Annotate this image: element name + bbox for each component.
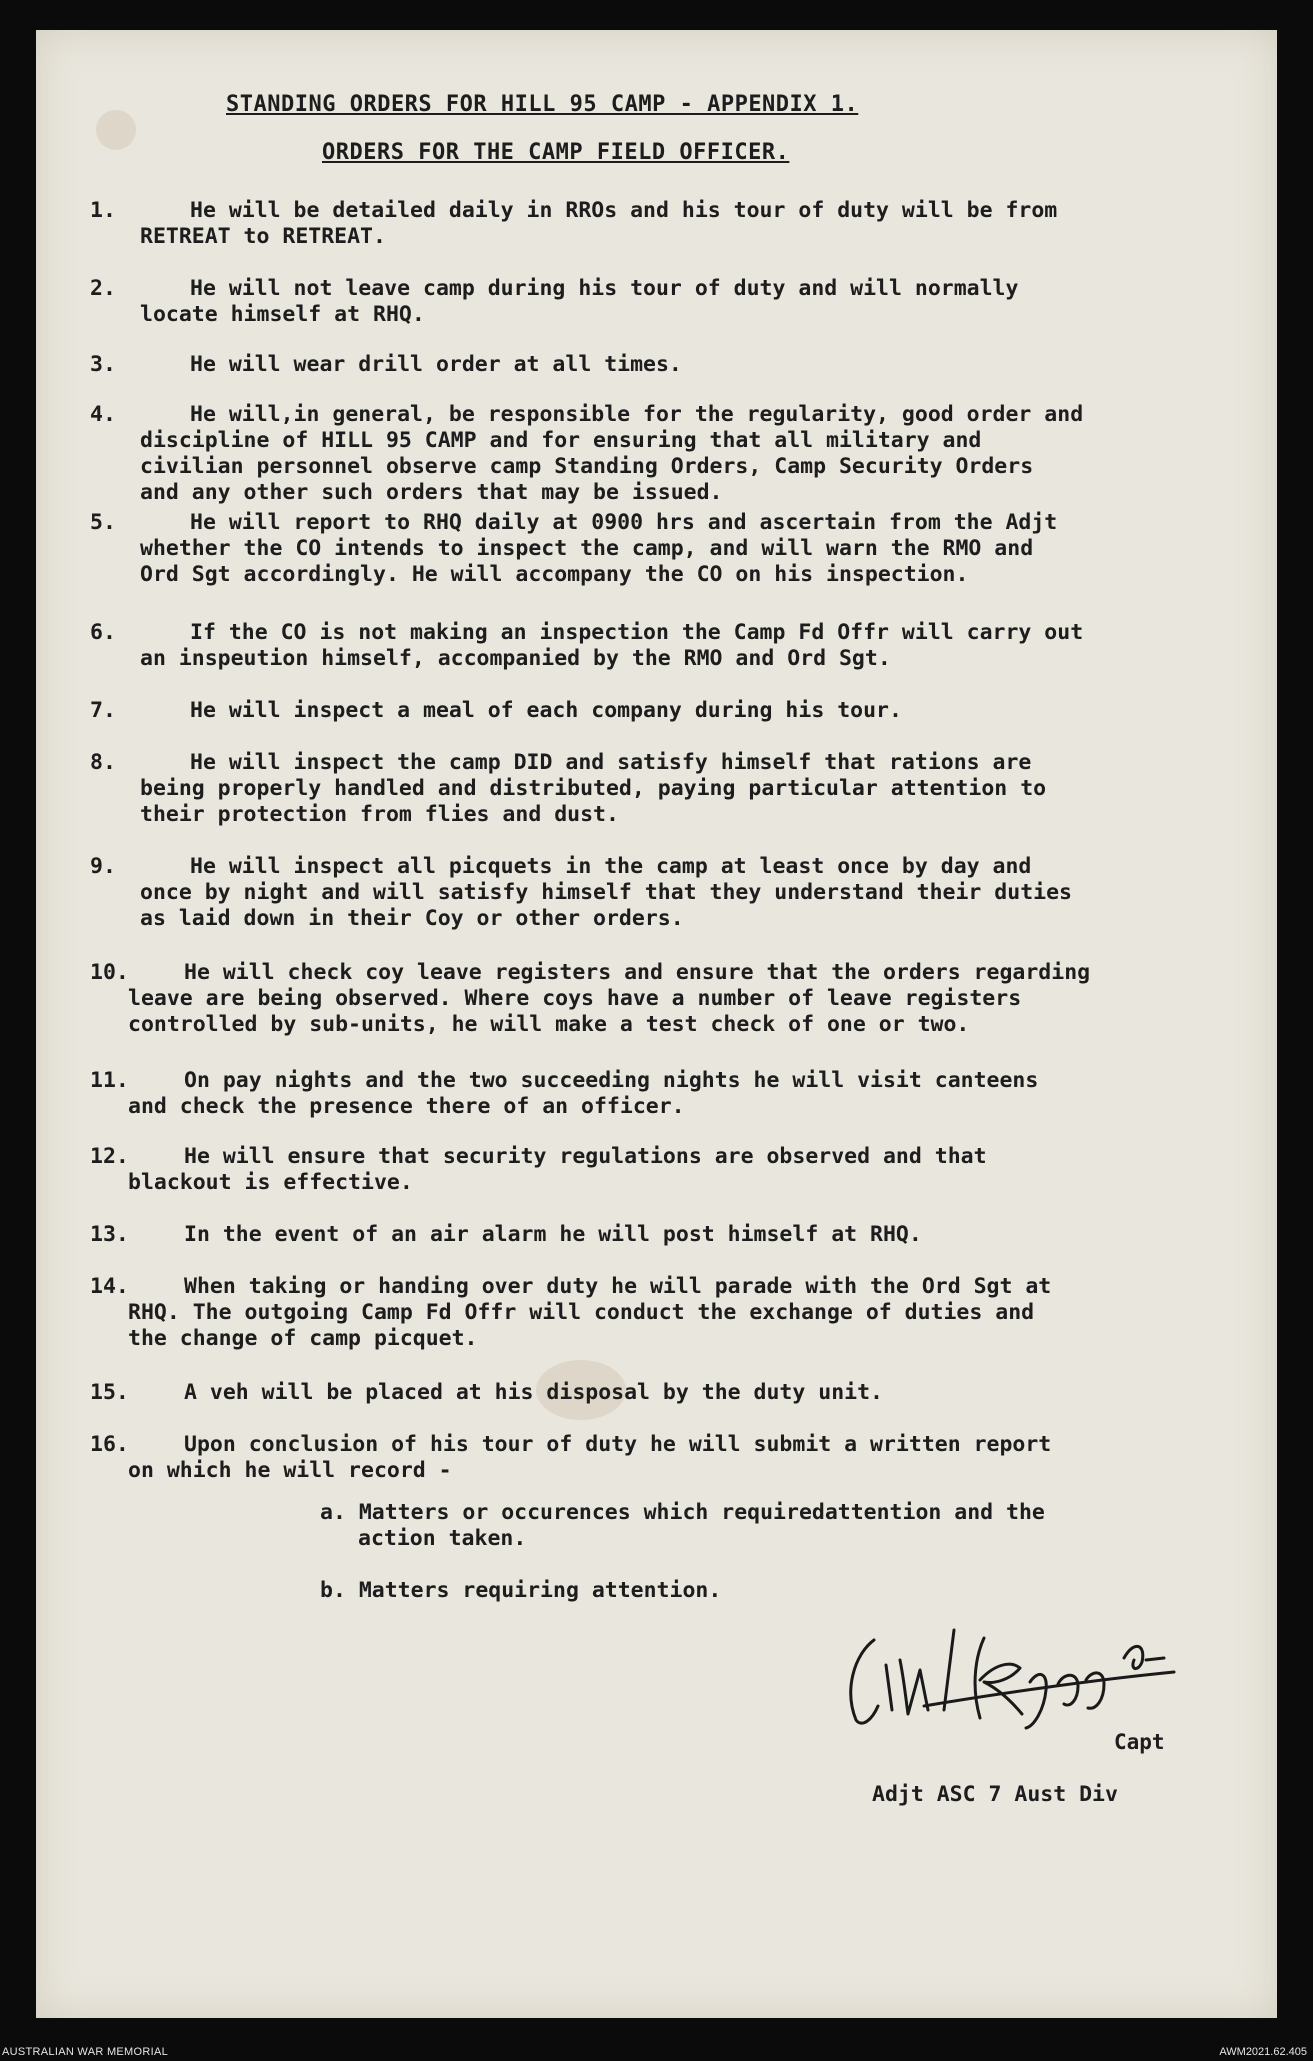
document-title: STANDING ORDERS FOR HILL 95 CAMP - APPENDIX 1. [226,92,859,117]
order-number: 5. [90,510,116,535]
order-item [90,1274,1270,1352]
order-number: 15. [90,1380,129,1405]
handwritten-signature [834,1610,1277,1730]
order-number: 8. [90,750,116,775]
rank-label: Capt [1114,1730,1165,1754]
order-text-line: If the CO is not making an inspection the Camp Fd Offr will carry out [190,620,1084,645]
sub-item [320,1578,1220,1604]
order-item [90,1144,1270,1196]
order-number: 16. [90,1432,129,1457]
order-number: 9. [90,854,116,879]
order-item [90,1222,1270,1248]
order-text-line: He will report to RHQ daily at 0900 hrs and ascertain from the Adjt [190,510,1058,535]
order-text-line: whether the CO intends to inspect the camp, and will warn the RMO and [140,536,1034,561]
order-text-line: and any other such orders that may be issued. [140,480,723,505]
sub-item-text-line: Matters requiring attention. [358,1578,722,1603]
order-number: 11. [90,1068,129,1093]
order-text-line: On pay nights and the two succeeding nights he will visit canteens [184,1068,1039,1093]
order-text-line: leave are being observed. Where coys have a number of leave registers [128,986,1022,1011]
order-item [90,352,1270,378]
sub-item-text-line: Matters or occurences which requiredattention and the [358,1500,1045,1525]
document-subtitle: ORDERS FOR THE CAMP FIELD OFFICER. [322,140,790,165]
order-item [90,198,1270,250]
order-item [90,510,1270,588]
order-text-line: He will,in general, be responsible for the regularity, good order and [190,402,1084,427]
order-text-line: Ord Sgt accordingly. He will accompany the CO on his inspection. [140,562,969,587]
order-text-line: and check the presence there of an officer. [128,1094,685,1119]
order-text-line: He will inspect all picquets in the camp at least once by day and [190,854,1032,879]
order-number: 6. [90,620,116,645]
order-text-line: Upon conclusion of his tour of duty he will submit a written report [184,1432,1052,1457]
order-text-line: When taking or handing over duty he will parade with the Ord Sgt at [184,1274,1052,1299]
order-text-line: discipline of HILL 95 CAMP and for ensuring that all military and [140,428,982,453]
order-text-line: being properly handled and distributed, paying particular attention to [140,776,1047,801]
order-item [90,276,1270,328]
order-item [90,698,1270,724]
order-item [90,854,1270,932]
order-item [90,402,1270,506]
order-item [90,1068,1270,1120]
footer-accession-number: AWM2021.62.405 [1219,2046,1307,2058]
order-item [90,620,1270,672]
order-text-line: He will ensure that security regulations are observed and that [184,1144,987,1169]
order-text-line: blackout is effective. [128,1170,413,1195]
order-text-line: A veh will be placed at his disposal by the duty unit. [184,1380,883,1405]
order-text-line: once by night and will satisfy himself that they understand their duties [140,880,1072,905]
order-text-line: He will wear drill order at all times. [190,352,682,377]
order-text-line: the change of camp picquet. [128,1326,478,1351]
order-text-line: He will not leave camp during his tour of duty and will normally [190,276,1019,301]
order-item [90,750,1270,828]
document-sheet [36,30,1277,2018]
order-item [90,960,1270,1038]
order-number: 7. [90,698,116,723]
sub-item-text-line: action taken. [358,1526,527,1551]
order-text-line: controlled by sub-units, he will make a test check of one or two. [128,1012,970,1037]
order-number: 1. [90,198,116,223]
order-text-line: an inspeution himself, accompanied by the RMO and Ord Sgt. [140,646,891,671]
sub-item-label: b. [320,1578,346,1603]
footer-source: AUSTRALIAN WAR MEMORIAL [2,2046,169,2058]
order-number: 4. [90,402,116,427]
order-number: 12. [90,1144,129,1169]
order-number: 10. [90,960,129,985]
order-text-line: as laid down in their Coy or other orders. [140,906,684,931]
order-item [90,1380,1270,1406]
order-text-line: He will be detailed daily in RROs and his tour of duty will be from [190,198,1058,223]
signature-block: Adjt ASC 7 Aust Div [872,1782,1118,1807]
sub-item-label: a. [320,1500,346,1525]
order-text-line: civilian personnel observe camp Standing Orders, Camp Security Orders [140,454,1034,479]
order-number: 2. [90,276,116,301]
order-text-line: on which he will record - [128,1458,452,1483]
order-text-line: locate himself at RHQ. [140,302,425,327]
order-text-line: He will inspect a meal of each company during his tour. [190,698,902,723]
sub-item [320,1500,1220,1552]
order-text-line: He will check coy leave registers and ensure that the orders regarding [184,960,1091,985]
order-text-line: He will inspect the camp DID and satisfy himself that rations are [190,750,1032,775]
order-number: 3. [90,352,116,377]
order-text-line: RHQ. The outgoing Camp Fd Offr will conduct the exchange of duties and [128,1300,1035,1325]
order-number: 13. [90,1222,129,1247]
order-text-line: their protection from flies and dust. [140,802,619,827]
order-item [90,1432,1270,1484]
order-text-line: In the event of an air alarm he will post himself at RHQ. [184,1222,922,1247]
order-text-line: RETREAT to RETREAT. [140,224,386,249]
order-number: 14. [90,1274,129,1299]
